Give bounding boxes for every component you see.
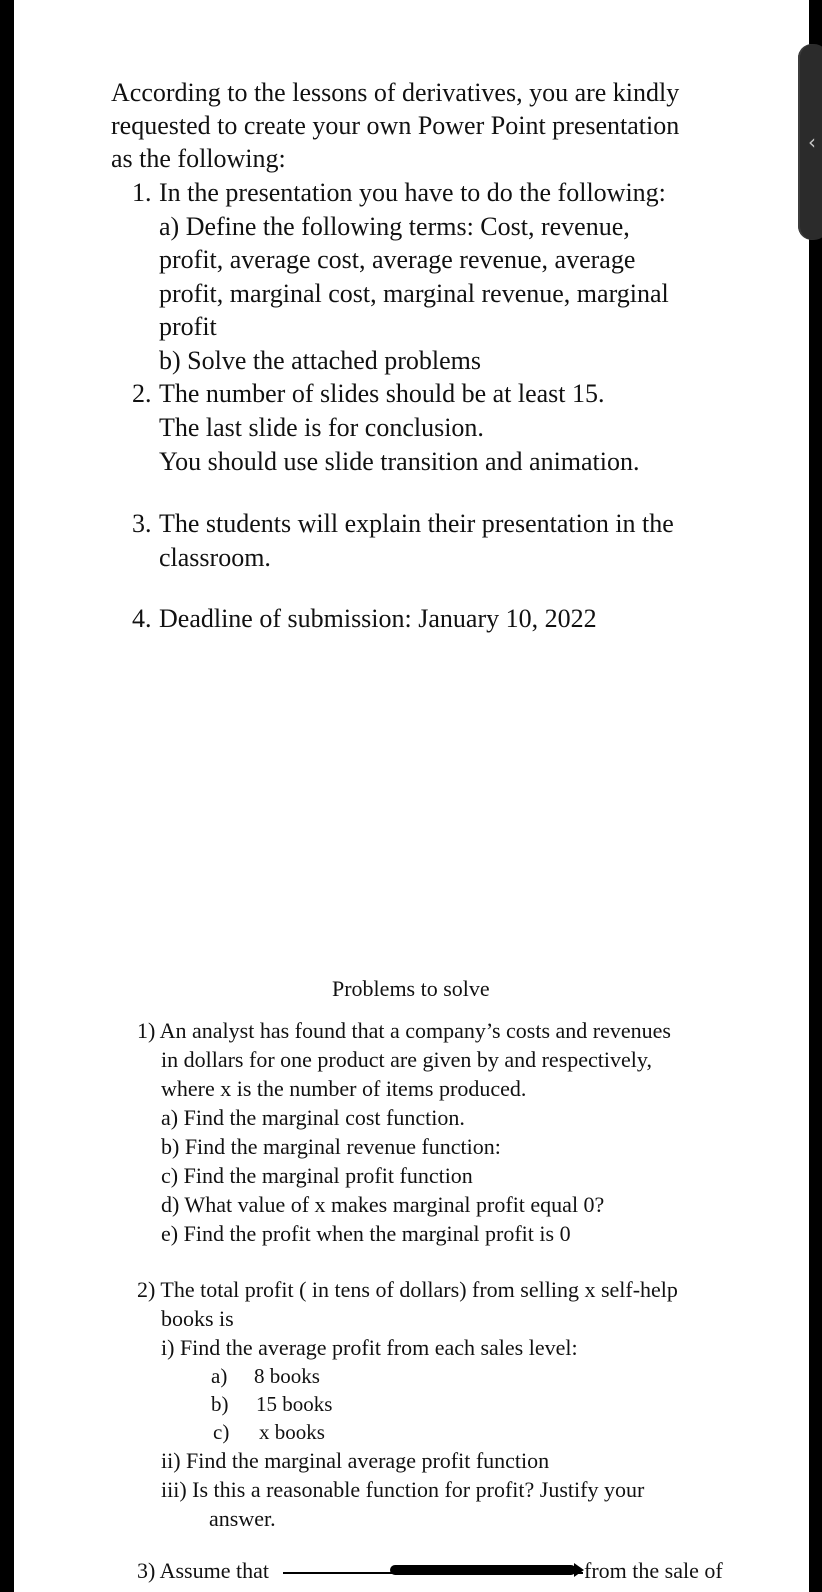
problem-2-part-i: i) Find the average profit from each sales level: xyxy=(161,1335,578,1360)
intro-line-1: According to the lessons of derivatives, you are kindly xyxy=(111,78,680,107)
problem-1-line-2: in dollars for one product are given by and respectively, xyxy=(161,1047,652,1072)
item-1a-line-3: profit, marginal cost, marginal revenue, marginal xyxy=(159,279,669,308)
problem-2-line-2: books is xyxy=(161,1306,234,1331)
left-screen-edge xyxy=(0,0,14,1592)
intro-line-3: as the following: xyxy=(111,144,286,173)
problem-1-line-1: 1) An analyst has found that a company’s costs and revenues xyxy=(137,1018,671,1043)
item-3-number: 3. xyxy=(132,509,152,538)
item-2-number: 2. xyxy=(132,379,152,408)
problem-2-part-iii-cont: answer. xyxy=(209,1506,276,1531)
level-c-text: x books xyxy=(259,1420,325,1444)
item-4-number: 4. xyxy=(132,604,152,633)
problem-2-part-iii: iii) Is this a reasonable function for profit? Justify your xyxy=(161,1477,645,1502)
problem-3-start: 3) Assume that xyxy=(137,1558,269,1583)
problem-2-part-ii: ii) Find the marginal average profit function xyxy=(161,1448,550,1473)
problem-2-line-1: 2) The total profit ( in tens of dollars) from selling x self-help xyxy=(137,1277,678,1302)
problems-heading: Problems to solve xyxy=(332,976,490,1001)
problem-1-line-3: where x is the number of items produced. xyxy=(161,1076,527,1101)
item-2-line-3: You should use slide transition and animation. xyxy=(159,447,640,476)
problem-1-part-a: a) Find the marginal cost function. xyxy=(161,1105,465,1130)
item-1a-line-4: profit xyxy=(159,312,217,341)
problem-1-part-b: b) Find the marginal revenue function: xyxy=(161,1134,501,1159)
redaction-arrow-icon xyxy=(574,1563,584,1577)
level-c-label: c) xyxy=(213,1420,230,1444)
item-3-line-2: classroom. xyxy=(159,543,271,572)
problem-3-end: from the sale of xyxy=(584,1558,723,1583)
item-1-text: In the presentation you have to do the following: xyxy=(159,178,666,207)
level-a-label: a) xyxy=(211,1364,228,1388)
side-panel-handle[interactable] xyxy=(798,44,822,240)
problem-1-part-d: d) What value of x makes marginal profit equal 0? xyxy=(161,1192,605,1217)
item-1a-line-1: a) Define the following terms: Cost, revenue, xyxy=(159,212,630,241)
intro-line-2: requested to create your own Power Point presentation xyxy=(111,111,680,140)
level-b-text: 15 books xyxy=(256,1392,333,1416)
item-1b: b) Solve the attached problems xyxy=(159,346,482,375)
redaction-mark xyxy=(390,1565,576,1575)
item-2-text: The number of slides should be at least 15. xyxy=(159,379,605,408)
item-1a-line-2: profit, average cost, average revenue, average xyxy=(159,245,636,274)
item-4-text: Deadline of submission: January 10, 2022 xyxy=(159,604,597,633)
problem-1-part-e: e) Find the profit when the marginal profit is 0 xyxy=(161,1221,571,1246)
level-a-text: 8 books xyxy=(254,1364,320,1388)
item-1-number: 1. xyxy=(132,178,152,207)
chevron-left-icon: ‹ xyxy=(808,130,816,154)
problem-1-part-c: c) Find the marginal profit function xyxy=(161,1163,473,1188)
level-b-label: b) xyxy=(211,1392,229,1416)
item-2-line-2: The last slide is for conclusion. xyxy=(159,413,484,442)
item-3-text: The students will explain their presentation in the xyxy=(159,509,674,538)
